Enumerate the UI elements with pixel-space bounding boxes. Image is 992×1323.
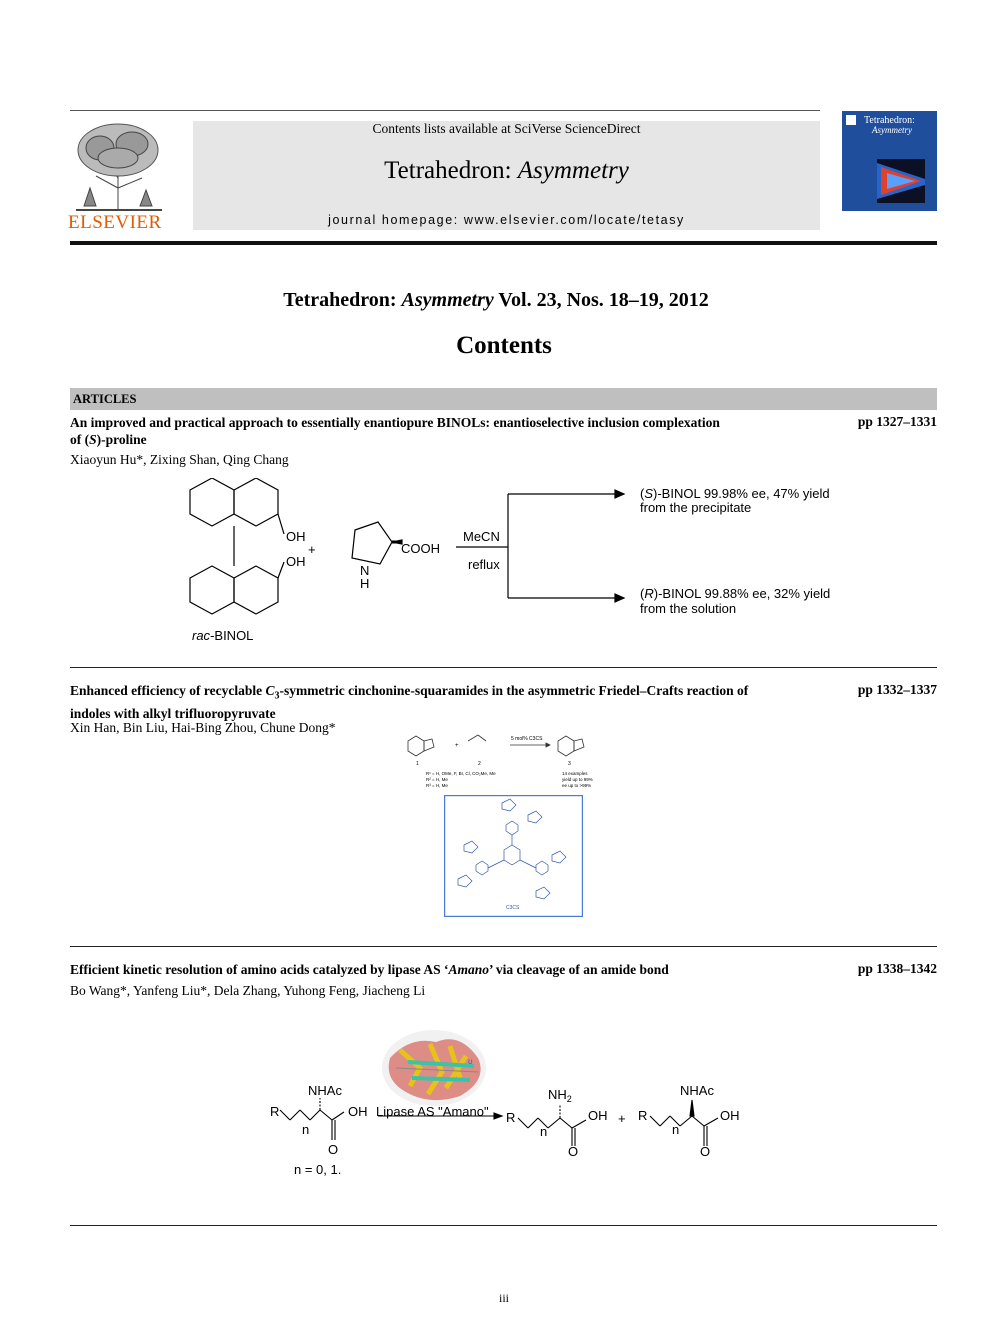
issue-title: Tetrahedron: Asymmetry Vol. 23, Nos. 18–19, 2012: [283, 289, 709, 311]
article-1-scheme: [160, 478, 860, 648]
scheme2-r2: R² = H, Me: [426, 777, 448, 782]
c3cs-label: C3CS: [506, 905, 520, 911]
article-1-pages: pp 1327–1331: [857, 414, 937, 429]
substrate-nhac: NHAc: [308, 1083, 342, 1098]
journal-header-box: [193, 121, 820, 230]
proline-cooh: COOH: [401, 541, 440, 556]
scheme2-result3: ee up to >99%: [562, 783, 592, 788]
scheme3-plus: +: [618, 1111, 626, 1126]
product-amide-r: R: [638, 1108, 648, 1123]
substrate-o: O: [328, 1142, 339, 1157]
product-amide-oh: OH: [720, 1108, 740, 1123]
article-2-scheme: [400, 725, 620, 795]
scheme1-arrows: [456, 490, 624, 602]
product-amide-n: n: [672, 1122, 680, 1137]
product-amine-nh2: $NH_2$: [548, 1087, 572, 1104]
cover-title: Tetrahedron:: [864, 115, 915, 126]
journal-cover: [842, 111, 937, 230]
article-3-authors: Bo Wang*, Yanfeng Liu*, Dela Zhang, Yuhong Feng, Jiacheng Li: [70, 983, 426, 998]
enzyme-label: Lipase AS "Amano": [376, 1104, 489, 1119]
product-amine-r: R: [506, 1110, 516, 1125]
section-label: ARTICLES: [73, 392, 137, 406]
article-1-divider: [70, 667, 937, 668]
proline-n: N: [360, 563, 370, 578]
header-top-rule: [70, 110, 820, 111]
lipase-protein-icon: [382, 1030, 486, 1106]
article-2-pages: pp 1332–1337: [857, 682, 937, 697]
substrate-n: n: [302, 1122, 310, 1137]
product-amine-n: n: [540, 1124, 548, 1139]
product-amine-o: O: [568, 1144, 579, 1159]
article-3-pages: pp 1338–1342: [857, 961, 937, 976]
header-thick-rule: [70, 241, 937, 245]
article-3-scheme: [260, 1028, 760, 1188]
svg-text:ʊ: ʊ: [468, 1057, 473, 1066]
product-1-line1: (S)-BINOL 99.98% ee, 47% yield: [640, 486, 830, 501]
substrate-oh: OH: [348, 1104, 368, 1119]
article-1-authors: Xiaoyun Hu*, Zixing Shan, Qing Chang: [70, 452, 289, 467]
product-amide-o: O: [700, 1144, 711, 1159]
elsevier-logo: [66, 118, 172, 234]
scheme1-reagent: MeCN: [463, 529, 500, 544]
scheme1-plus: +: [308, 542, 316, 557]
product-2-line2: from the solution: [640, 601, 737, 616]
scheme2-result2: yield up to 99%: [562, 777, 593, 782]
cover-logo-icon: [846, 115, 856, 125]
scheme2-num2: 2: [478, 761, 481, 767]
scheme2-num1: 1: [416, 761, 419, 767]
scheme2-catalyst: 5 mol% C3CS: [511, 736, 543, 742]
article-2-authors: Xin Han, Bin Liu, Hai-Bing Zhou, Chune Dong*: [70, 720, 336, 735]
contents-heading: Contents: [456, 332, 552, 359]
elsevier-wordmark: ELSEVIER: [68, 212, 162, 233]
contents-available-line: Contents lists available at SciVerse ScienceDirect: [372, 121, 641, 136]
journal-title: Tetrahedron: Asymmetry: [384, 157, 629, 184]
article-2-divider: [70, 946, 937, 947]
scheme2-plus: +: [455, 743, 459, 749]
scheme2-r3: R³ = H, Me: [426, 783, 448, 788]
cover-subtitle: Asymmetry: [872, 125, 912, 135]
scheme2-r1: R¹ = H, OMe, F, Br, Cl, CO₂Me, Me: [426, 771, 496, 776]
product-amine-oh: OH: [588, 1108, 608, 1123]
binol-label: rac-BINOL: [192, 628, 254, 643]
elsevier-tree-icon: [66, 118, 172, 214]
proline-structure: [352, 522, 402, 564]
c3cs-catalyst-box: [444, 795, 583, 917]
binol-structure: [190, 478, 284, 614]
scheme2-num3: 3: [568, 761, 571, 767]
n-values: n = 0, 1.: [294, 1162, 342, 1177]
scheme1-condition: reflux: [468, 557, 500, 572]
article-3-divider: [70, 1225, 937, 1226]
binol-oh-1: OH: [286, 529, 306, 544]
journal-homepage[interactable]: journal homepage: www.elsevier.com/locate/tetasy: [328, 213, 685, 227]
scheme2-result1: 14 examples: [562, 771, 588, 776]
proline-h: H: [360, 576, 370, 591]
cover-bottom-strip: [842, 211, 937, 230]
product-2-line1: (R)-BINOL 99.88% ee, 32% yield: [640, 586, 831, 601]
article-3-title[interactable]: Efficient kinetic resolution of amino acids catalyzed by lipase AS ‘Amano’ via cleavage of an amide bond: [70, 962, 669, 977]
product-amide-nhac: NHAc: [680, 1083, 714, 1098]
page-number: iii: [498, 1291, 509, 1305]
section-bar: [70, 388, 937, 410]
product-1-line2: from the precipitate: [640, 500, 752, 515]
binol-oh-2: OH: [286, 554, 306, 569]
article-2-title[interactable]: Enhanced efficiency of recyclable $C_3$-symmetric cinchonine-squaramides in the asymmetric Friedel–Crafts reaction of indoles with alkyl trifluoropyruvate: [70, 683, 749, 721]
substrate-r: R: [270, 1104, 280, 1119]
article-1-title[interactable]: An improved and practical approach to essentially enantiopure BINOLs: enantioselective inclusion complexation of (S)-proline: [70, 415, 720, 447]
cover-art-icon: [877, 159, 925, 203]
